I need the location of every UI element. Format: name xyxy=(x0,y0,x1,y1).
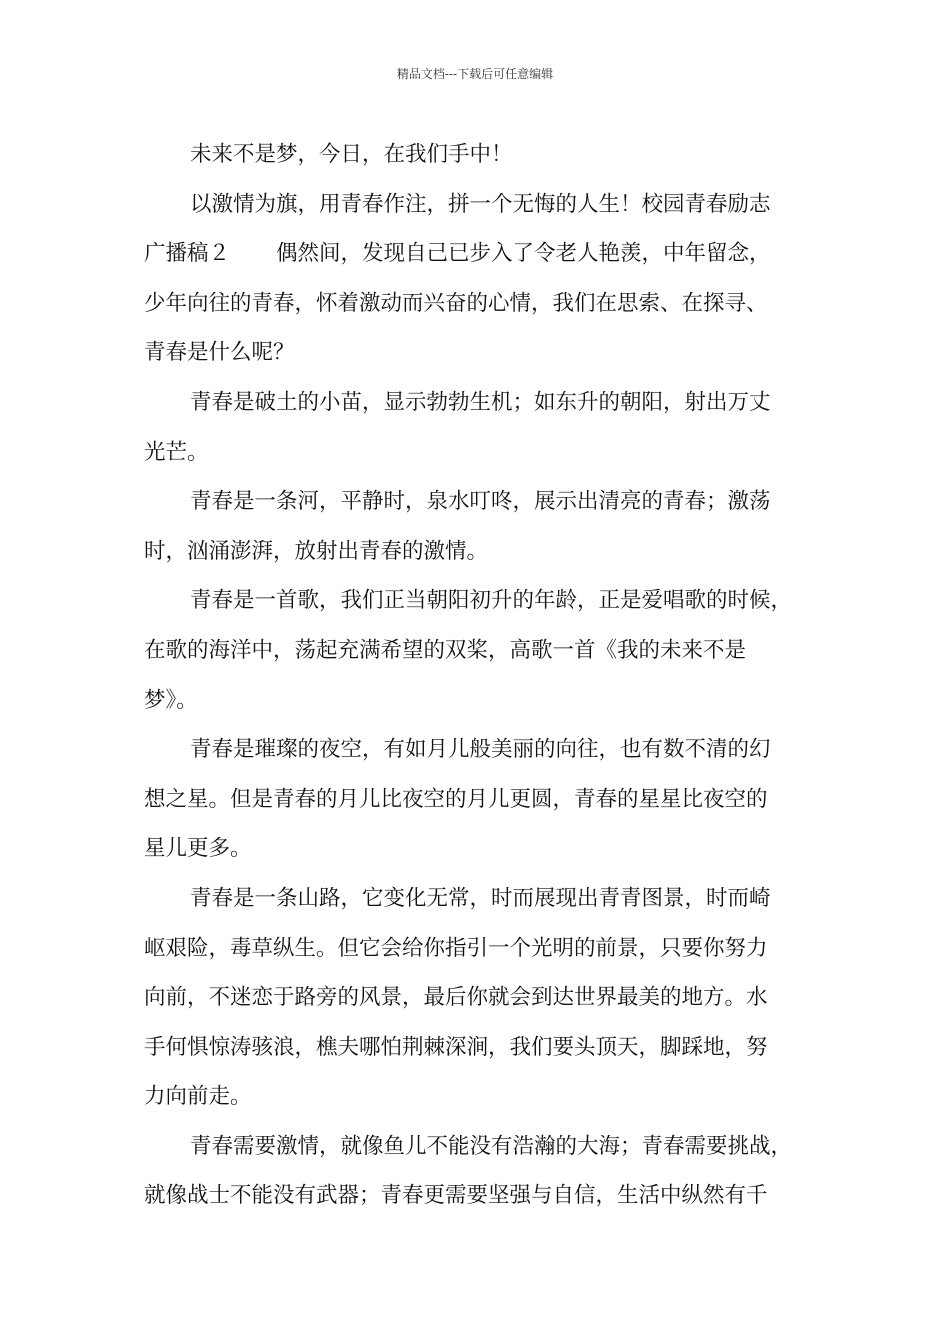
line-text: 青春是什么呢？ xyxy=(144,340,295,366)
text-line xyxy=(144,924,834,974)
line-text: 星儿更多。 xyxy=(144,836,252,862)
line-text: 在歌的海洋中，荡起充满希望的双桨，高歌一首《我的未来不是 xyxy=(144,637,747,663)
line-text: 力向前走。 xyxy=(144,1084,252,1110)
text-line xyxy=(144,130,834,180)
text-line xyxy=(144,725,834,775)
page-header: 精品文档---下载后可任意编辑 xyxy=(396,67,554,81)
text-line xyxy=(144,824,834,874)
line-text: 想之星。但是青春的月儿比夜空的月儿更圆，青春的星星比夜空的 xyxy=(144,786,768,812)
text-line xyxy=(144,328,834,378)
line-text: 青春是一条河，平静时，泉水叮咚，展示出清亮的青春；激荡 xyxy=(190,489,771,515)
line-text: 手何惧惊涛骇浪，樵夫哪怕荆棘深涧，我们要头顶天，脚踩地，努 xyxy=(144,1034,768,1060)
text-line xyxy=(144,378,834,428)
text-line xyxy=(144,1171,834,1221)
text-line xyxy=(144,1072,834,1122)
text-line xyxy=(144,626,834,676)
line-text: 未来不是梦，今日，在我们手中！ xyxy=(190,142,513,167)
line-text: 光芒。 xyxy=(144,439,209,465)
line-text: 青春是一首歌，我们正当朝阳初升的年龄，正是爱唱歌的时候， xyxy=(190,588,793,614)
text-line xyxy=(144,676,834,726)
text-line xyxy=(144,775,834,825)
text-line xyxy=(144,973,834,1023)
text-line xyxy=(144,1023,834,1073)
line-text: 青春是破土的小苗，显示勃勃生机；如东升的朝阳，射出万丈 xyxy=(190,389,771,415)
text-line xyxy=(144,874,834,924)
text-line xyxy=(144,477,834,527)
text-line xyxy=(144,180,834,230)
line-text: 岖艰险，毒草纵生。但它会给你指引一个光明的前景，只要你努力 xyxy=(144,935,768,961)
line-text: 青春需要激情，就像鱼儿不能没有浩瀚的大海；青春需要挑战， xyxy=(190,1133,793,1159)
line-text: 时，汹涌澎湃，放射出青春的激情。 xyxy=(144,538,489,564)
line-text: 广播稿２ xyxy=(144,241,231,267)
line-text: 以激情为旗，用青春作注，拼一个无悔的人生！校园青春励志 xyxy=(190,191,771,217)
text-line xyxy=(144,1122,834,1172)
text-line xyxy=(144,229,834,279)
line-text: 就像战士不能没有武器；青春更需要坚强与自信，生活中纵然有千 xyxy=(144,1183,768,1209)
line-text: 少年向往的青春，怀着激动而兴奋的心情，我们在思索、在探寻、 xyxy=(144,290,768,316)
text-line xyxy=(144,428,834,478)
text-line xyxy=(144,527,834,577)
text-line xyxy=(144,576,834,626)
line-text: 向前，不迷恋于路旁的风景，最后你就会到达世界最美的地方。水 xyxy=(144,985,768,1011)
line-text: 青春是璀璨的夜空，有如月儿般美丽的向往，也有数不清的幻 xyxy=(190,737,771,763)
document-body xyxy=(144,130,834,1221)
text-line xyxy=(144,279,834,329)
line-text: 梦》。 xyxy=(144,687,198,713)
line-text-tail: 偶然间，发现自己已步入了令老人艳羡，中年留念， xyxy=(276,241,771,267)
line-text: 青春是一条山路，它变化无常，时而展现出青青图景，时而崎 xyxy=(190,885,771,911)
